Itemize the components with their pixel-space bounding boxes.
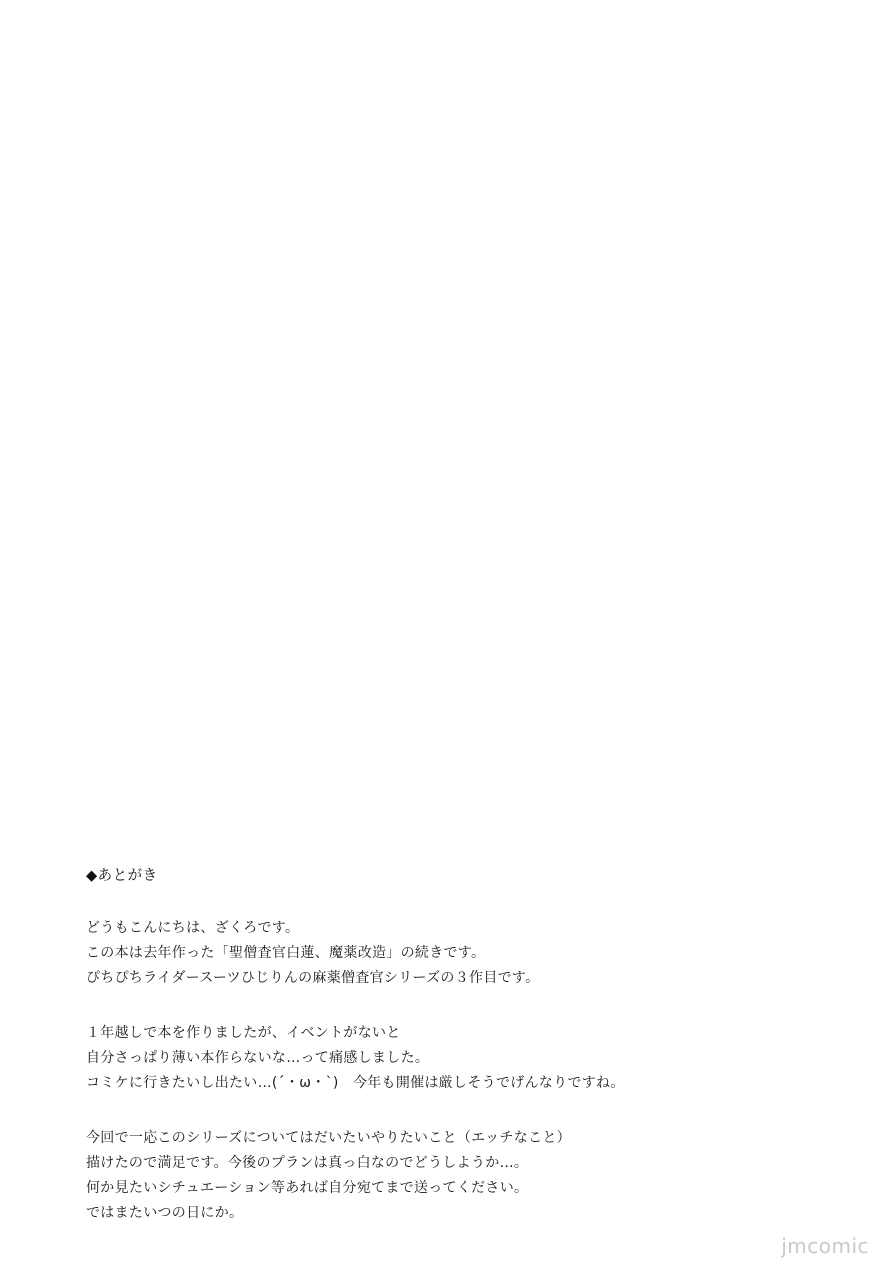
afterword-line: どうもこんにちは、ざくろです。 xyxy=(86,920,300,937)
afterword-line: １年越しで本を作りましたが、イベントがないと xyxy=(86,1025,401,1042)
afterword-paragraph-3 xyxy=(86,1126,826,1226)
watermark-label: jmcomic xyxy=(781,1234,869,1258)
afterword-line: コミケに行きたいし出たい…(´・ω・`) 今年も開催は厳しそうでげんなりですね。 xyxy=(86,1075,625,1092)
afterword-line: ぴちぴちライダースーツひじりんの麻薬僧査官シリーズの３作目です。 xyxy=(86,970,540,987)
afterword-line: 描けたので満足です。今後のプランは真っ白なのでどうしようか…。 xyxy=(86,1155,529,1172)
afterword-line: 今回で一応このシリーズについてはだいたいやりたいこと（エッチなこと） xyxy=(86,1130,571,1147)
afterword-line: この本は去年作った「聖僧査官白蓮、魔薬改造」の続きです。 xyxy=(86,945,486,962)
afterword-section xyxy=(86,866,826,1226)
afterword-line: ではまたいつの日にか。 xyxy=(86,1205,244,1222)
afterword-line: 何か見たいシチュエーション等あれば自分宛てまで送ってください。 xyxy=(86,1180,529,1197)
afterword-paragraph-1 xyxy=(86,916,826,991)
afterword-heading: ◆あとがき xyxy=(86,868,158,884)
afterword-line: 自分さっぱり薄い本作らないな…って痛感しました。 xyxy=(86,1050,430,1067)
afterword-paragraph-2 xyxy=(86,1021,826,1096)
